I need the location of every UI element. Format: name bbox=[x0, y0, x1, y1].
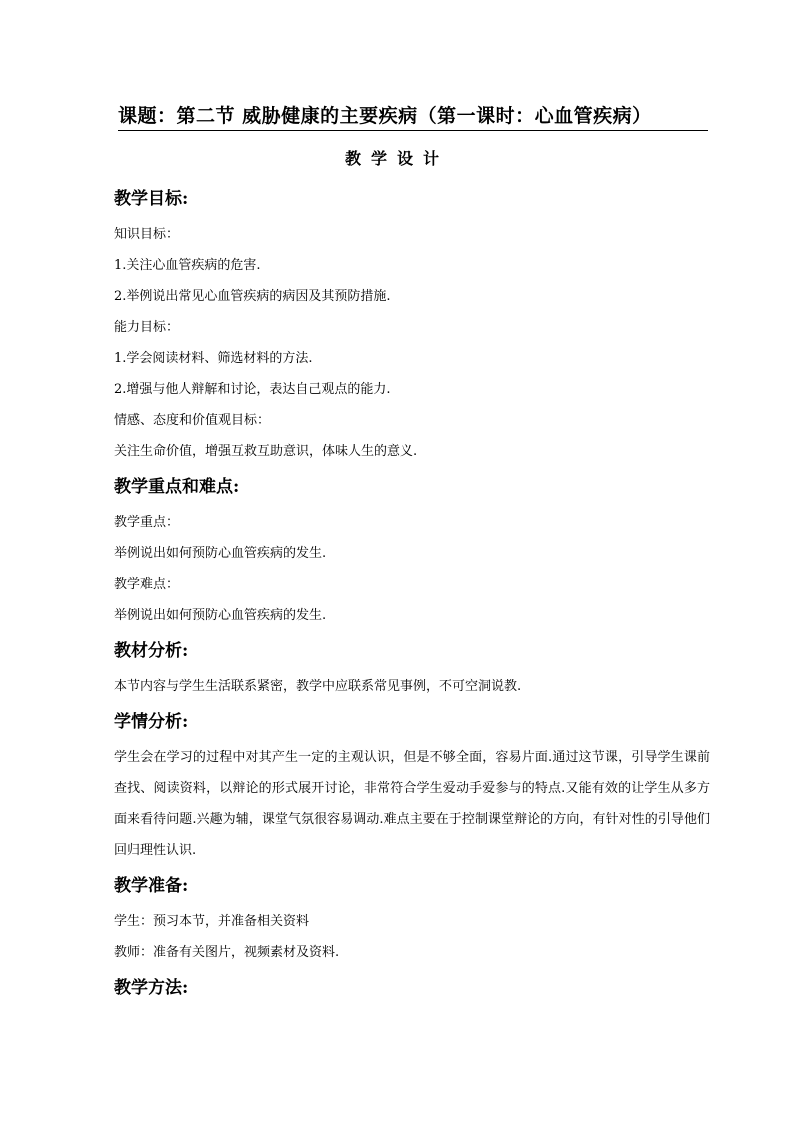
knowledge-item-1: 1.关注心血管疾病的危害. bbox=[114, 258, 261, 273]
difficulty-label: 教学难点： bbox=[114, 577, 180, 592]
ability-item-2: 2.增强与他人辩解和讨论，表达自己观点的能力. bbox=[114, 382, 391, 397]
focus-text: 举例说出如何预防心血管疾病的发生. bbox=[114, 546, 327, 561]
key-points-heading: 教学重点和难点: bbox=[114, 477, 240, 497]
emotion-label: 情感、态度和价值观目标： bbox=[114, 413, 271, 428]
preparation-heading: 教学准备: bbox=[114, 876, 189, 896]
knowledge-label: 知识目标： bbox=[114, 227, 180, 242]
document-subtitle: 教学设计 bbox=[344, 149, 449, 168]
students-text: 学生会在学习的过程中对其产生一定的主观认识，但是不够全面，容易片面.通过这节课，引导学生课前查找、阅读资料，以辩论的形式展开讨论，非常符合学生爱动手爱参与的特点.又能有效的让学生从多方面来看待问题.兴趣为辅，课堂气氛很容易调动.难点主要在于控制课堂辩论的方向，有针对性的引导他们回归理性认识. bbox=[114, 750, 710, 858]
material-text: 本节内容与学生生活联系紧密，教学中应联系常见事例，不可空洞说教. bbox=[114, 679, 522, 694]
knowledge-item-2: 2.举例说出常见心血管疾病的病因及其预防措施. bbox=[114, 289, 391, 304]
focus-label: 教学重点： bbox=[114, 515, 180, 530]
emotion-item-1: 关注生命价值，增强互救互助意识，体味人生的意义. bbox=[114, 444, 418, 459]
ability-item-1: 1.学会阅读材料、筛选材料的方法. bbox=[114, 351, 313, 366]
method-heading: 教学方法: bbox=[114, 978, 189, 998]
preparation-teacher: 教师：准备有关图片，视频素材及资料. bbox=[114, 945, 340, 960]
objectives-heading: 教学目标: bbox=[114, 189, 189, 209]
difficulty-text: 举例说出如何预防心血管疾病的发生. bbox=[114, 608, 327, 623]
lesson-title: 课题：第二节 威胁健康的主要疾病（第一课时：心血管疾病） bbox=[118, 103, 708, 131]
material-heading: 教材分析: bbox=[114, 641, 189, 661]
students-heading: 学情分析: bbox=[114, 712, 189, 732]
preparation-student: 学生：预习本节，并准备相关资料 bbox=[114, 914, 310, 929]
document-body bbox=[114, 183, 710, 1008]
ability-label: 能力目标： bbox=[114, 320, 180, 335]
